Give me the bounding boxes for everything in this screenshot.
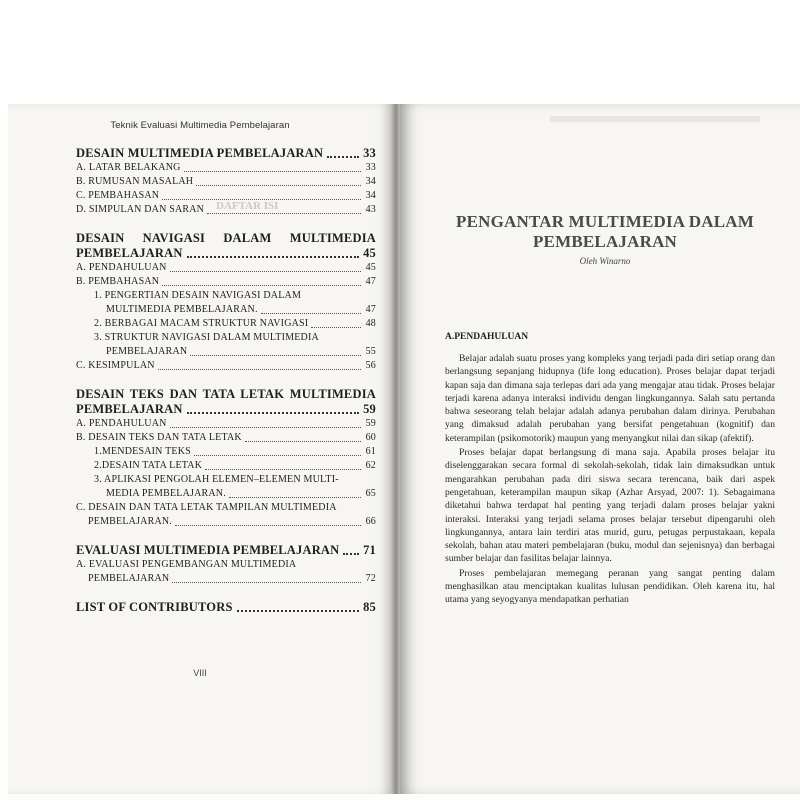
dot-leader xyxy=(261,313,361,314)
toc-entry-page: 45 xyxy=(365,262,376,273)
dot-leader xyxy=(187,412,360,414)
dot-leader xyxy=(205,469,361,470)
toc-section-label: EVALUASI MULTIMEDIA PEMBELAJARAN xyxy=(76,543,340,557)
toc-section-title xyxy=(76,146,376,161)
toc-entry-page: 47 xyxy=(365,304,376,315)
toc-entry-label: 1.MENDESAIN TEKS xyxy=(94,446,191,457)
toc-section-title xyxy=(76,600,376,615)
chapter-author: Oleh Winarno xyxy=(579,256,631,266)
dot-leader xyxy=(245,441,361,442)
paragraph-1: Belajar adalah suatu proses yang kompleks yang terjadi pada diri setiap orang dan berlangsung sepanjang hidupnya (life long education). Proses belajar dapat terjadi kapan saja dan dimana saja terlepas dari ada yang mengajar atau tidak. Proses belajar terjadi karena adanya interaksi individu dengan lingkungannya. Salah satu pertanda bahwa seseorang telah belajar adalah adanya perubahan dalam dirinya. Perubahan yang dimaksud adalah perubahan yang bersifat pengetahuan (kognitif) dan keterampilan (psikomotorik) maupun yang menyangkut nilai dan sikap (afektif). xyxy=(445,353,775,444)
paragraph-2: Proses belajar dapat berlangsung di mana saja. Apabila proses belajar itu diselenggarakan secara formal di sekolah-sekolah, tidak lain dimaksudkan untuk mengarahkan perubahan pada diri siswa secara terencana, baik dari aspek pengetahuan, keterampilan maupun sikap (Azhar Arsyad, 2007: 1). Sebagaimana diketahui bahwa terdapat hal penting yang terjadi dalam proses belajar yakni interaksi. Interaksi yang terjadi selama proses belajar tersebut dipengaruhi oleh lingkungannya, antara lain terdiri atas murid, guru, petugas perpustakaan, kepala sekolah, bahan atau materi pembelajaran (buku, modul dan sejenisnya) dan berbagai sumber belajar dan fasilitas belajar lainnya. xyxy=(445,447,775,565)
bleed-through-smudge xyxy=(550,116,760,122)
dot-leader xyxy=(207,213,361,214)
toc-section-label: LIST OF CONTRIBUTORS xyxy=(76,600,233,614)
dot-leader xyxy=(158,369,361,370)
left-page xyxy=(8,104,392,794)
toc-entry-line: C. DESAIN DAN TATA LETAK TAMPILAN MULTIMEDIA xyxy=(76,502,337,513)
dot-leader xyxy=(162,285,361,286)
toc-entry-page: 59 xyxy=(365,418,376,429)
toc-entry-page: 55 xyxy=(365,346,376,357)
toc-entry-page: 62 xyxy=(365,460,376,471)
toc-entry-label: 2.DESAIN TATA LETAK xyxy=(94,460,203,471)
dot-leader xyxy=(170,427,361,428)
toc-entry-label: C. KESIMPULAN xyxy=(76,360,155,371)
running-head: Teknik Evaluasi Multimedia Pembelajaran xyxy=(110,120,290,131)
section-gap xyxy=(76,586,376,600)
dot-leader xyxy=(190,355,361,356)
toc-entry-page: 43 xyxy=(365,204,376,215)
toc-section-page: 71 xyxy=(363,543,376,557)
toc-entry-label: A. PENDAHULUAN xyxy=(76,418,167,429)
toc-entry xyxy=(76,515,376,529)
toc-entry xyxy=(76,345,376,359)
toc-section-page: 45 xyxy=(363,246,376,260)
toc-entry xyxy=(76,303,376,317)
toc-entry-page: 34 xyxy=(365,176,376,187)
toc-entry-label: PEMBELAJARAN xyxy=(106,346,188,357)
section-gap xyxy=(76,217,376,231)
toc-section-page: 33 xyxy=(363,146,376,160)
toc-entry-label: A. PENDAHULUAN xyxy=(76,262,167,273)
table-of-contents xyxy=(76,146,376,615)
toc-entry-page: 66 xyxy=(365,516,376,527)
toc-entry-label: B. PEMBAHASAN xyxy=(76,276,160,287)
toc-entry-page: 72 xyxy=(365,573,376,584)
toc-entry xyxy=(76,487,376,501)
toc-section-label: PEMBELAJARAN xyxy=(76,246,183,260)
right-page xyxy=(400,104,800,794)
toc-entry xyxy=(76,275,376,289)
toc-entry-line: 1. PENGERTIAN DESAIN NAVIGASI DALAM xyxy=(94,290,302,301)
toc-entry-page: 61 xyxy=(365,446,376,457)
dot-leader xyxy=(196,185,361,186)
dot-leader xyxy=(237,610,359,612)
toc-entry-label: B. RUMUSAN MASALAH xyxy=(76,176,194,187)
toc-entry xyxy=(76,161,376,175)
dot-leader xyxy=(184,171,361,172)
toc-entry-label: C. PEMBAHASAN xyxy=(76,190,160,201)
toc-entry xyxy=(76,431,376,445)
toc-entry-label: MEDIA PEMBELAJARAN. xyxy=(106,488,226,499)
chapter-title-line-2: PEMBELAJARAN xyxy=(532,232,678,251)
dot-leader xyxy=(311,327,361,328)
scan-margin xyxy=(0,0,800,112)
dot-leader xyxy=(327,156,359,158)
dot-leader xyxy=(343,553,359,555)
toc-section-title xyxy=(76,246,376,261)
chapter-title xyxy=(440,212,770,252)
toc-section-title xyxy=(76,543,376,558)
toc-entry xyxy=(76,417,376,431)
dot-leader xyxy=(162,199,361,200)
dot-leader xyxy=(175,525,361,526)
paragraph-3: Proses pembelajaran memegang peranan yang sangat penting dalam menghasilkan atau menciptakan kualitas lulusan pendidikan. Oleh karena itu, hal utama yang seyogyanya mendapatkan perhatian xyxy=(445,567,775,606)
toc-entry xyxy=(76,189,376,203)
toc-entry-line: 3. STRUKTUR NAVIGASI DALAM MULTIMEDIA xyxy=(94,332,319,343)
toc-entry xyxy=(76,317,376,331)
toc-entry xyxy=(76,175,376,189)
toc-entry-label: D. SIMPULAN DAN SARAN xyxy=(76,204,205,215)
bleed-through-text: DAFTAR ISI xyxy=(216,200,279,212)
page-number: VIII xyxy=(193,668,207,678)
toc-section-page: 85 xyxy=(363,600,376,614)
toc-entry-label: PEMBELAJARAN xyxy=(88,573,170,584)
body-text xyxy=(445,352,775,607)
dot-leader xyxy=(170,271,361,272)
toc-section-page: 59 xyxy=(363,402,376,416)
dot-leader xyxy=(172,582,361,583)
section-gap xyxy=(76,373,376,387)
section-heading: A.PENDAHULUAN xyxy=(445,332,529,342)
toc-entry-page: 34 xyxy=(365,190,376,201)
toc-section-title: DESAIN NAVIGASI DALAM MULTIMEDIA xyxy=(76,231,376,245)
toc-entry xyxy=(76,445,376,459)
toc-entry-page: 47 xyxy=(365,276,376,287)
toc-entry xyxy=(76,459,376,473)
toc-entry-line: 3. APLIKASI PENGOLAH ELEMEN–ELEMEN MULTI- xyxy=(94,474,339,485)
toc-section-label: PEMBELAJARAN xyxy=(76,402,183,416)
dot-leader xyxy=(194,455,361,456)
toc-entry-page: 60 xyxy=(365,432,376,443)
toc-entry-line: A. EVALUASI PENGEMBANGAN MULTIMEDIA xyxy=(76,559,297,570)
toc-section-title: DESAIN TEKS DAN TATA LETAK MULTIMEDIA xyxy=(76,387,376,401)
toc-entry-page: 48 xyxy=(365,318,376,329)
toc-entry-label: MULTIMEDIA PEMBELAJARAN. xyxy=(106,304,258,315)
toc-entry xyxy=(76,572,376,586)
toc-section-title xyxy=(76,402,376,417)
toc-section-label: DESAIN MULTIMEDIA PEMBELAJARAN xyxy=(76,146,324,160)
toc-entry xyxy=(76,203,376,217)
toc-entry-label: 2. BERBAGAI MACAM STRUKTUR NAVIGASI xyxy=(94,318,309,329)
toc-entry-label: A. LATAR BELAKANG xyxy=(76,162,181,173)
toc-entry-page: 33 xyxy=(365,162,376,173)
toc-entry-page: 65 xyxy=(365,488,376,499)
dot-leader xyxy=(229,497,361,498)
book-spread xyxy=(0,104,800,800)
toc-entry xyxy=(76,359,376,373)
toc-entry-page: 56 xyxy=(365,360,376,371)
toc-entry-label: PEMBELAJARAN. xyxy=(88,516,172,527)
section-gap xyxy=(76,529,376,543)
toc-entry-label: B. DESAIN TEKS DAN TATA LETAK xyxy=(76,432,242,443)
chapter-title-line-1: PENGANTAR MULTIMEDIA DALAM xyxy=(456,212,754,231)
dot-leader xyxy=(187,256,360,258)
toc-entry xyxy=(76,261,376,275)
